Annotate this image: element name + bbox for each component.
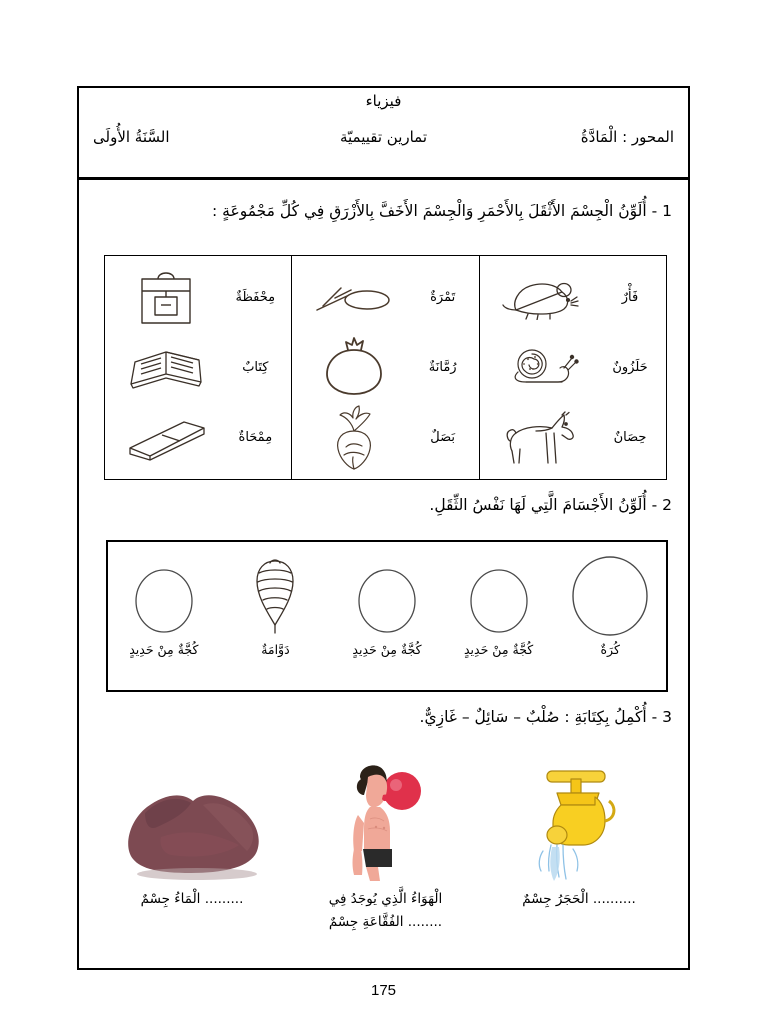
exercise-2-item[interactable] bbox=[443, 542, 555, 690]
subject-title: فيزياء bbox=[365, 92, 402, 110]
onion-icon bbox=[296, 406, 410, 470]
mouse-icon bbox=[484, 265, 598, 329]
exercise-1-item[interactable] bbox=[484, 333, 662, 401]
pomegranate-icon bbox=[296, 335, 410, 399]
exercise-1-item[interactable] bbox=[296, 333, 474, 401]
answer-line-water[interactable] bbox=[97, 888, 287, 934]
answer-text: الْحَجَرُ جِسْمٌ bbox=[522, 891, 589, 907]
worksheet-frame bbox=[77, 86, 690, 970]
exercise-2-prompt: 2 - أُلَوِّنُ الأَجْسَامَ الَّتِي لَهَا نَفْسُ الثِّقَلِ. bbox=[429, 496, 672, 514]
horse-icon bbox=[484, 406, 598, 470]
worksheet-header bbox=[79, 88, 688, 180]
exercise-2-item[interactable] bbox=[108, 542, 220, 690]
exercise-2-item[interactable] bbox=[331, 542, 443, 690]
item-label: كِتَابٌ bbox=[242, 359, 269, 375]
exercise-3-images bbox=[99, 748, 672, 883]
answer-text-second: الفُقَّاعَةِ جِسْمٌ bbox=[328, 913, 404, 930]
exercise-1-prompt: 1 - أُلَوِّنُ الْجِسْمَ الأَثْقَلَ بِالأَحْمَرِ وَالْجِسْمَ الأَخَفَّ بِالأَزْرَقِ فِي كُلِّ مَجْمُوعَةٍ : bbox=[211, 202, 672, 220]
item-label: كُجَّةٌ مِنْ حَدِيدٍ bbox=[129, 642, 199, 657]
item-label: بَصَلٌ bbox=[430, 430, 456, 446]
exercise-1-item[interactable] bbox=[296, 263, 474, 331]
exercise-1-item[interactable] bbox=[296, 404, 474, 472]
exercise-1-group-school-items bbox=[105, 256, 291, 479]
exercise-1-prompt-wrap bbox=[212, 200, 672, 223]
answer-text: الْمَاءُ جِسْمٌ bbox=[140, 891, 201, 907]
book-icon bbox=[109, 335, 223, 399]
exercise-3-answers bbox=[97, 888, 674, 934]
exercise-1-box bbox=[104, 255, 667, 480]
page-number: 175 bbox=[370, 982, 397, 999]
item-label: فَأْرٌ bbox=[621, 289, 639, 305]
boy-bubblegum-image bbox=[301, 753, 471, 883]
header-row bbox=[93, 128, 674, 146]
exercise-1-item[interactable] bbox=[109, 263, 287, 331]
worksheet-type-title: تمارين تقييميّة bbox=[339, 128, 428, 146]
answer-dots: .......... bbox=[592, 891, 636, 907]
item-label: دَوَّامَةٌ bbox=[261, 642, 290, 657]
exercise-2-box bbox=[106, 540, 668, 692]
item-label: حِصَانٌ bbox=[613, 430, 647, 446]
answer-line-air[interactable] bbox=[291, 888, 481, 934]
item-label: مِحْفَظَةٌ bbox=[235, 289, 276, 305]
axis-label: المحور : الْمَادَّةُ bbox=[580, 128, 674, 146]
item-label: كُجَّةٌ مِنْ حَدِيدٍ bbox=[464, 642, 534, 657]
item-label: حَلَزُونٌ bbox=[612, 359, 648, 375]
exercise-1-item[interactable] bbox=[484, 404, 662, 472]
exercise-2-prompt-wrap bbox=[429, 494, 672, 517]
iron-marble-circle-icon bbox=[356, 550, 418, 642]
exercise-3-prompt-wrap bbox=[420, 706, 672, 729]
snail-icon bbox=[484, 335, 598, 399]
exercise-1-group-animals bbox=[479, 256, 666, 479]
spinning-top-icon bbox=[246, 550, 304, 642]
schoolbag-icon bbox=[109, 265, 223, 329]
answer-dots: ......... bbox=[204, 891, 244, 907]
exercise-1-item[interactable] bbox=[484, 263, 662, 331]
date-fruit-icon bbox=[296, 265, 410, 329]
ball-circle-icon bbox=[570, 550, 650, 642]
exercise-3-prompt: 3 - أُكْمِلُ بِكِتَابَةِ : صُلْبٌ – سَائِلٌ – غَازِيٌّ. bbox=[419, 708, 672, 726]
exercise-2-item[interactable] bbox=[220, 542, 332, 690]
school-year-label: السَّنَةُ الأُولَى bbox=[93, 128, 170, 146]
exercise-1-item[interactable] bbox=[109, 333, 287, 401]
item-label: كُرَةٌ bbox=[600, 642, 620, 657]
iron-marble-circle-icon bbox=[468, 550, 530, 642]
item-label: رُمَّانَةٌ bbox=[428, 359, 457, 375]
answer-line-stone[interactable] bbox=[484, 888, 674, 934]
answer-text: الْهَوَاءُ الَّذِي يُوجَدُ فِي bbox=[328, 891, 443, 907]
exercise-1-group-fruits bbox=[291, 256, 478, 479]
rock-image bbox=[110, 753, 280, 883]
exercise-2-row bbox=[108, 542, 666, 690]
eraser-icon bbox=[109, 406, 223, 470]
item-label: مِمْحَاةٌ bbox=[238, 430, 273, 446]
iron-marble-circle-icon bbox=[133, 550, 195, 642]
exercise-1-item[interactable] bbox=[109, 404, 287, 472]
item-label: تَمْرَةٌ bbox=[430, 289, 456, 305]
faucet-water-image bbox=[492, 753, 662, 883]
answer-dots-second: ........ bbox=[407, 913, 443, 930]
exercise-2-item[interactable] bbox=[554, 542, 666, 690]
item-label: كُجَّةٌ مِنْ حَدِيدٍ bbox=[352, 642, 422, 657]
